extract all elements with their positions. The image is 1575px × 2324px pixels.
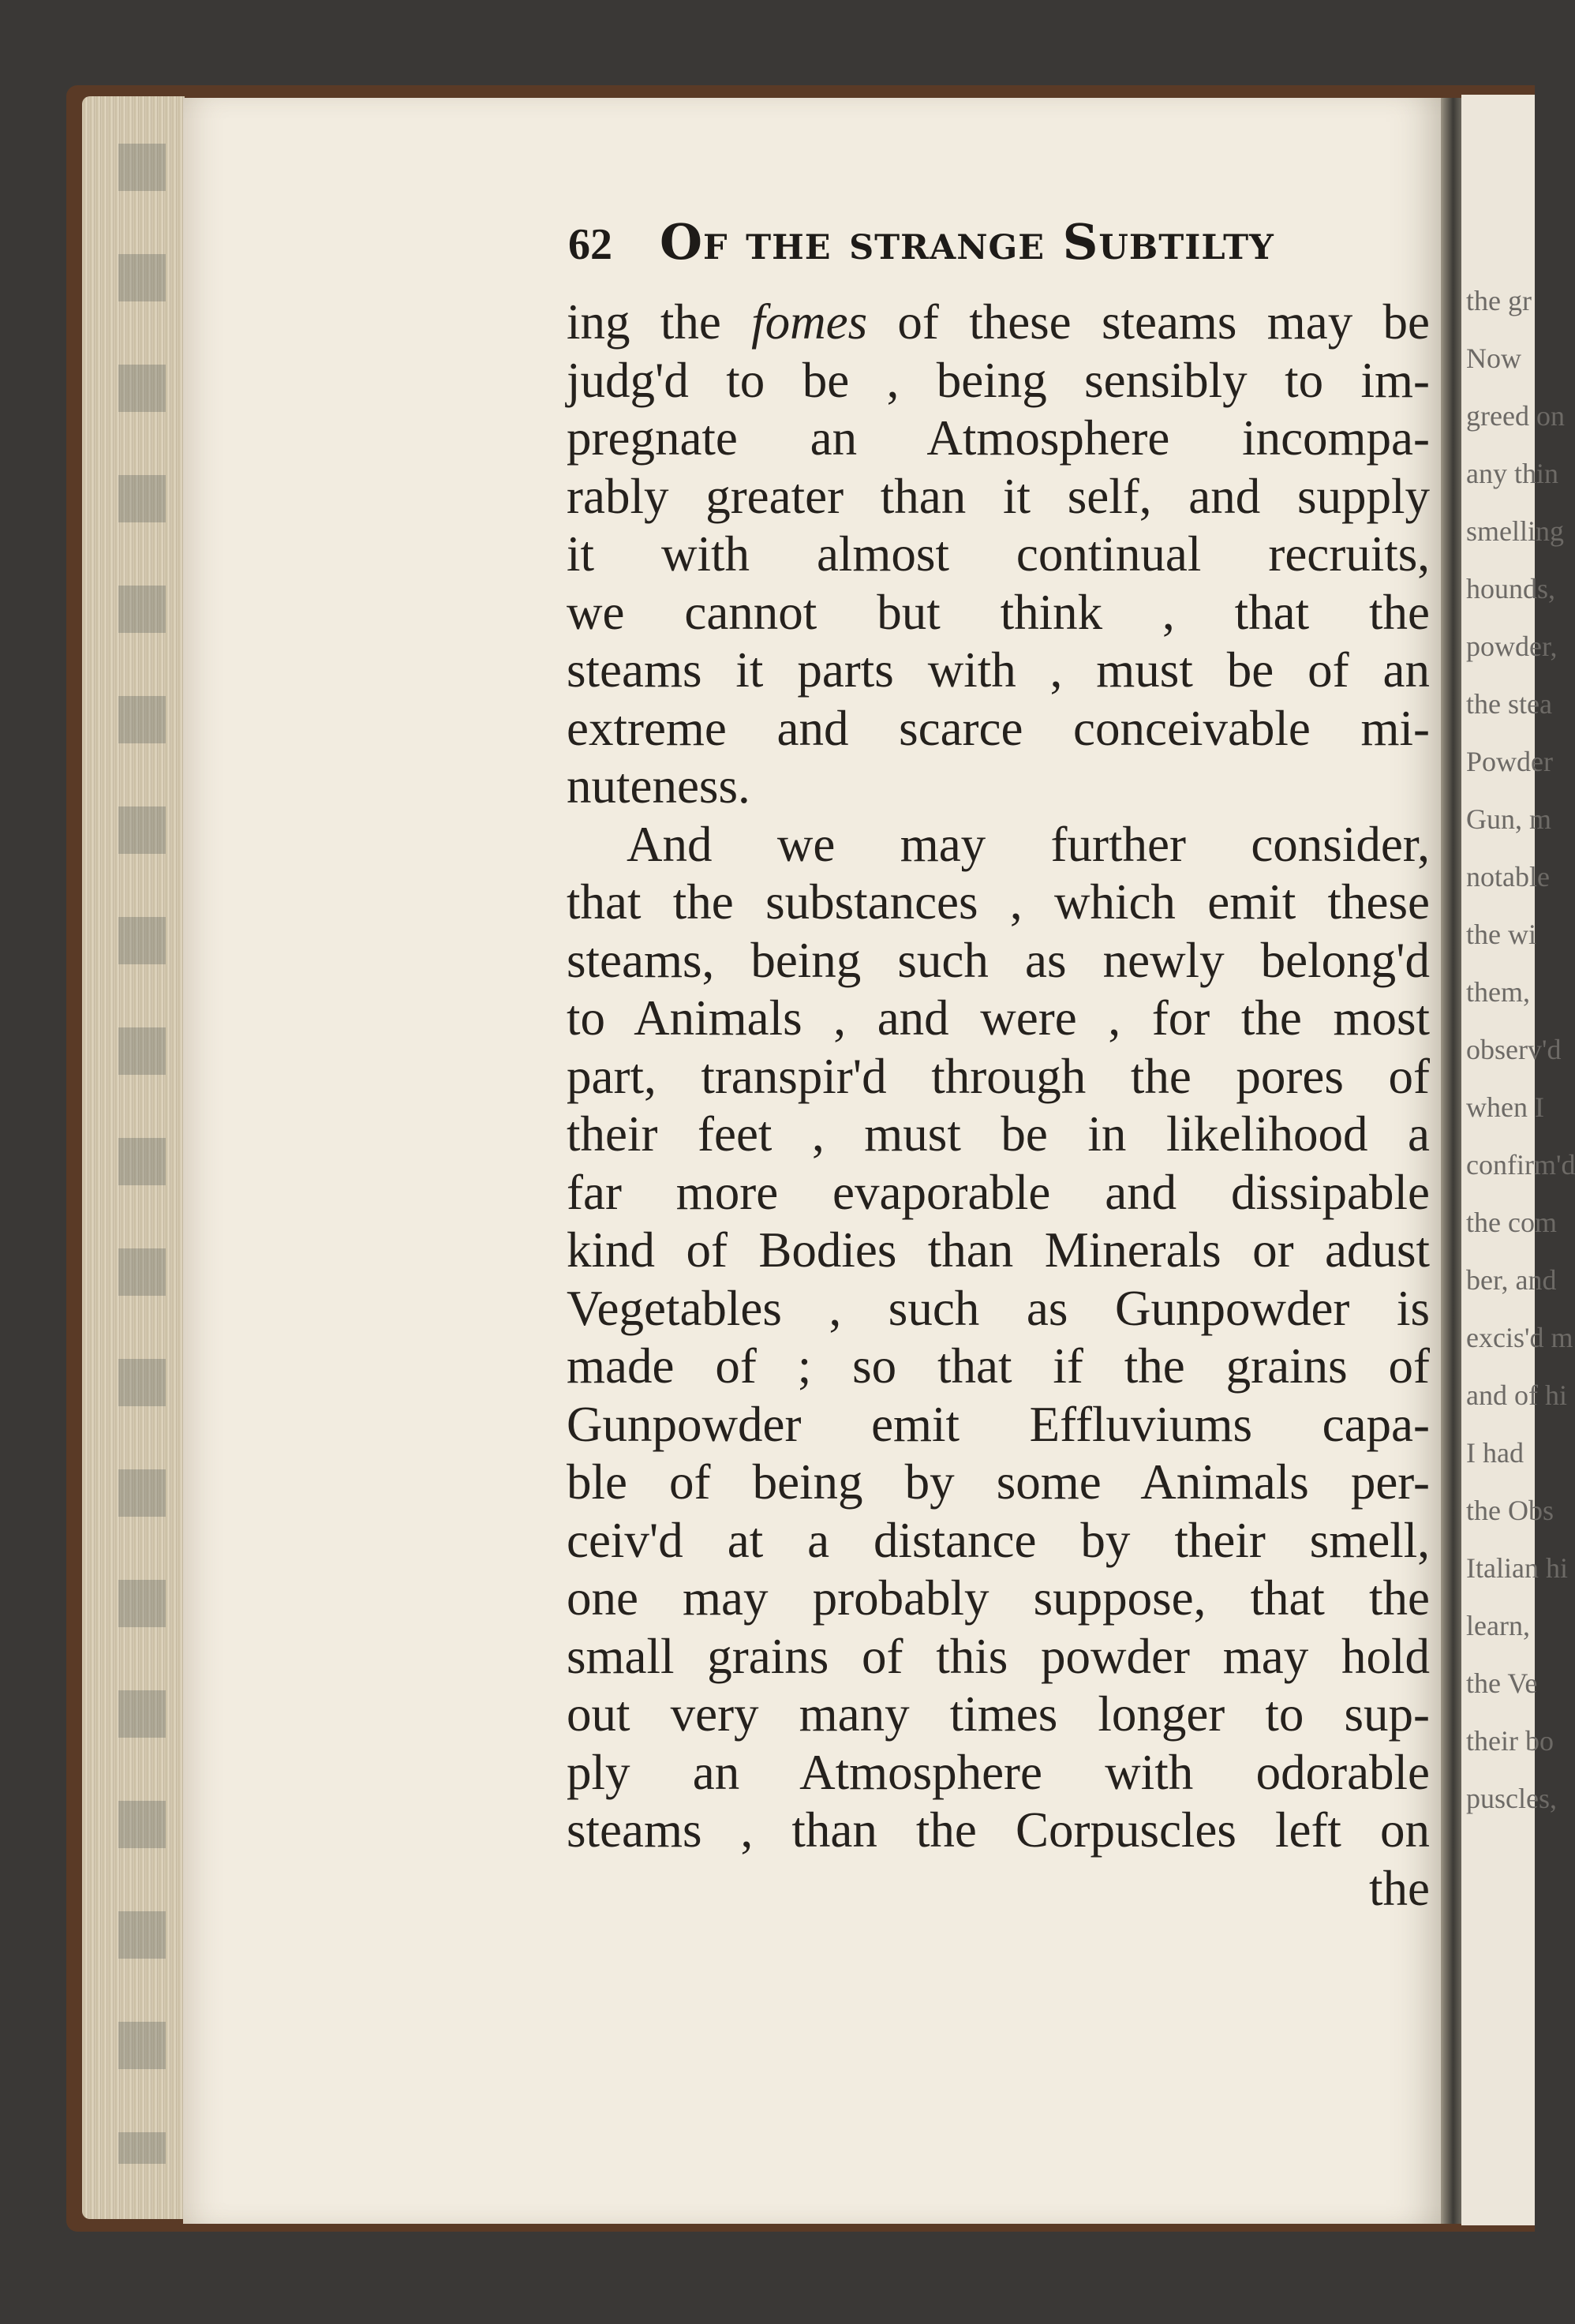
text-line: rably greater than it self, and supply: [567, 468, 1430, 524]
facing-page-fragment: any thin: [1466, 458, 1558, 489]
page-header: [568, 213, 1420, 271]
facing-page-fragment: Gun, m: [1466, 803, 1551, 835]
text-line: to Animals , and were , for the most: [567, 990, 1430, 1046]
text-line: And we may further consider,: [627, 816, 1430, 872]
running-head: Of the strange Subtilty: [660, 213, 1274, 271]
text-line: steams it parts with , must be of an: [567, 642, 1430, 698]
facing-page-fragment: observ'd: [1466, 1034, 1562, 1065]
facing-page-fragment: when I: [1466, 1091, 1544, 1123]
facing-page-fragment: puscles,: [1466, 1783, 1557, 1814]
text-line: made of ; so that if the grains of: [567, 1338, 1430, 1394]
facing-page-fragment: the com: [1466, 1207, 1557, 1238]
body-text: [567, 294, 1430, 1918]
text-line: ceiv'd at a distance by their smell,: [567, 1512, 1430, 1568]
catchword: the: [1369, 1860, 1430, 1916]
facing-page-fragment: greed on: [1466, 400, 1565, 432]
text-line: their feet , must be in likelihood a: [567, 1106, 1430, 1162]
text-line: one may probably suppose, that the: [567, 1570, 1430, 1626]
text-line: out very many times longer to sup-: [567, 1686, 1430, 1742]
facing-page-fragment: the Obs: [1466, 1495, 1554, 1526]
facing-page-fragment: the Ve: [1466, 1667, 1538, 1699]
facing-page-fragment: the stea: [1466, 688, 1552, 720]
facing-page-fragment: Powder: [1466, 746, 1553, 777]
facing-page-fragment: learn,: [1466, 1610, 1530, 1641]
facing-page-fragment: Now: [1466, 342, 1521, 374]
text-line: judg'd to be , being sensibly to im-: [567, 352, 1430, 408]
text-line: nuteness.: [567, 758, 750, 814]
page-edges: [82, 96, 185, 2219]
facing-page-fragment: smelling: [1466, 515, 1564, 547]
page-number: 62: [568, 220, 612, 269]
facing-page-fragment: and of hi: [1466, 1379, 1567, 1411]
book-gutter: [1441, 98, 1461, 2224]
facing-page-fragment: notable: [1466, 861, 1550, 893]
text-line: steams , than the Corpuscles left on: [567, 1802, 1430, 1858]
facing-page-fragment: powder,: [1466, 631, 1558, 662]
text-line: steams, being such as newly belong'd: [567, 932, 1430, 988]
text-line: ing the fomes of these steams may be: [567, 294, 1430, 350]
text-line: ble of being by some Animals per-: [567, 1454, 1430, 1510]
facing-page-fragment: the gr: [1466, 285, 1532, 316]
facing-page-fragment: the wi: [1466, 919, 1536, 950]
facing-page: [1461, 95, 1575, 2225]
text-line: part, transpir'd through the pores of: [567, 1048, 1430, 1104]
facing-page-fragment: them,: [1466, 976, 1530, 1008]
facing-page-fragment: I had: [1466, 1437, 1524, 1469]
text-line: extreme and scarce conceivable mi-: [567, 700, 1430, 756]
text-line: kind of Bodies than Minerals or adust: [567, 1222, 1430, 1278]
text-line: pregnate an Atmosphere incompa-: [567, 410, 1430, 466]
text-line: it with almost continual recruits,: [567, 526, 1430, 582]
text-line: far more evaporable and dissipable: [567, 1164, 1430, 1220]
text-line: we cannot but think , that the: [567, 584, 1430, 640]
facing-page-fragment: confirm'd: [1466, 1149, 1575, 1181]
facing-page-fragment: Italian hi: [1466, 1552, 1568, 1584]
text-line: ply an Atmosphere with odorable: [567, 1744, 1430, 1800]
text-line: Vegetables , such as Gunpowder is: [567, 1280, 1430, 1336]
text-line: Gunpowder emit Effluviums capa-: [567, 1396, 1430, 1452]
text-line: that the substances , which emit these: [567, 874, 1430, 930]
facing-page-fragment: hounds,: [1466, 573, 1556, 604]
facing-page-fragment: ber, and: [1466, 1264, 1557, 1296]
facing-page-fragment: their bo: [1466, 1725, 1554, 1757]
facing-page-fragment: excis'd m: [1466, 1322, 1573, 1353]
text-line: small grains of this powder may hold: [567, 1628, 1430, 1684]
